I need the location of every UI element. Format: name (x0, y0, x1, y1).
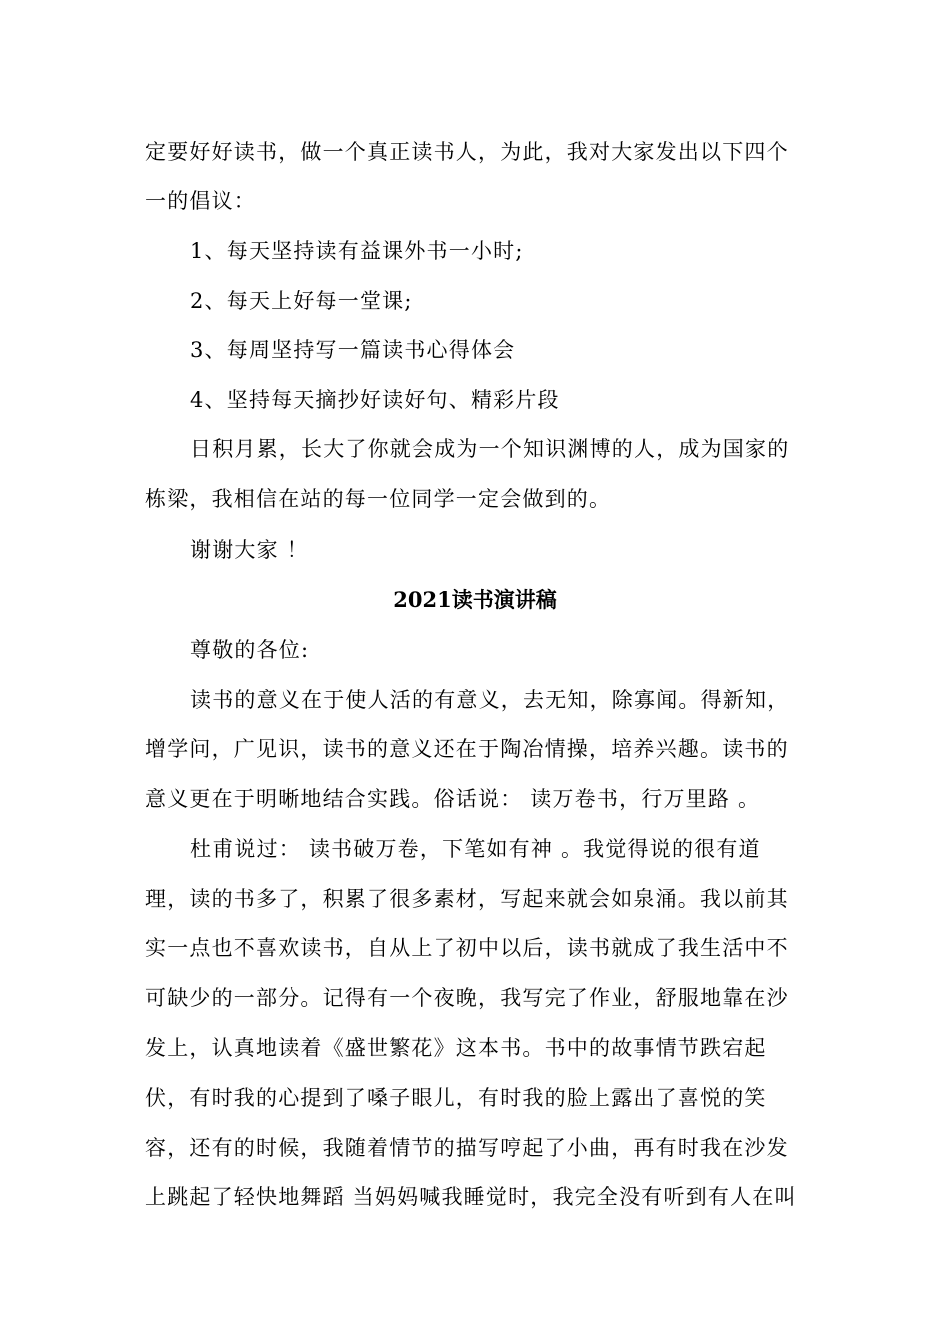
list-item: 3、每周坚持写一篇读书心得体会 (190, 338, 516, 362)
paragraph-line: 意义更在于明晰地结合实践。俗话说： 读万卷书，行万里路 。 (145, 787, 761, 811)
paragraph-line: 理，读的书多了，积累了很多素材，写起来就会如泉涌。我以前其 (145, 887, 789, 911)
paragraph-line: 可缺少的一部分。记得有一个夜晚，我写完了作业，舒服地靠在沙 (145, 986, 789, 1010)
paragraph-line: 日积月累，长大了你就会成为一个知识渊博的人，成为国家的 (190, 437, 790, 461)
paragraph-line: 上跳起了轻快地舞蹈 当妈妈喊我睡觉时，我完全没有听到有人在叫 (145, 1185, 797, 1209)
document-title: 2021读书演讲稿 (393, 587, 557, 612)
paragraph-line: 伏，有时我的心提到了嗓子眼儿，有时我的脸上露出了喜悦的笑 (145, 1086, 767, 1110)
paragraph-line: 一的倡议： (145, 189, 256, 213)
paragraph-line: 实一点也不喜欢读书，自从上了初中以后，读书就成了我生活中不 (145, 936, 789, 960)
list-item: 2、每天上好每一堂课; (190, 289, 413, 313)
paragraph-line: 栋梁，我相信在站的每一位同学一定会做到的。 (145, 487, 612, 511)
salutation: 尊敬的各位: (190, 638, 310, 662)
paragraph-line: 发上，认真地读着《盛世繁花》这本书。书中的故事情节跌宕起 (145, 1036, 767, 1060)
paragraph-line: 定要好好读书，做一个真正读书人，为此，我对大家发出以下四个 (145, 140, 789, 164)
paragraph-line: 增学问，广见识，读书的意义还在于陶冶情操，培养兴趣。读书的 (145, 737, 789, 761)
closing-line: 谢谢大家 ！ (190, 538, 309, 562)
paragraph-line: 杜甫说过： 读书破万卷，下笔如有神 。我觉得说的很有道 (190, 837, 761, 861)
paragraph-line: 容，还有的时候，我随着情节的描写哼起了小曲，再有时我在沙发 (145, 1136, 789, 1160)
list-item: 1、每天坚持读有益课外书一小时; (190, 239, 524, 263)
paragraph-line: 读书的意义在于使人活的有意义，去无知，除寡闻。得新知， (190, 688, 790, 712)
list-item: 4、坚持每天摘抄好读好句、精彩片段 (190, 388, 560, 412)
